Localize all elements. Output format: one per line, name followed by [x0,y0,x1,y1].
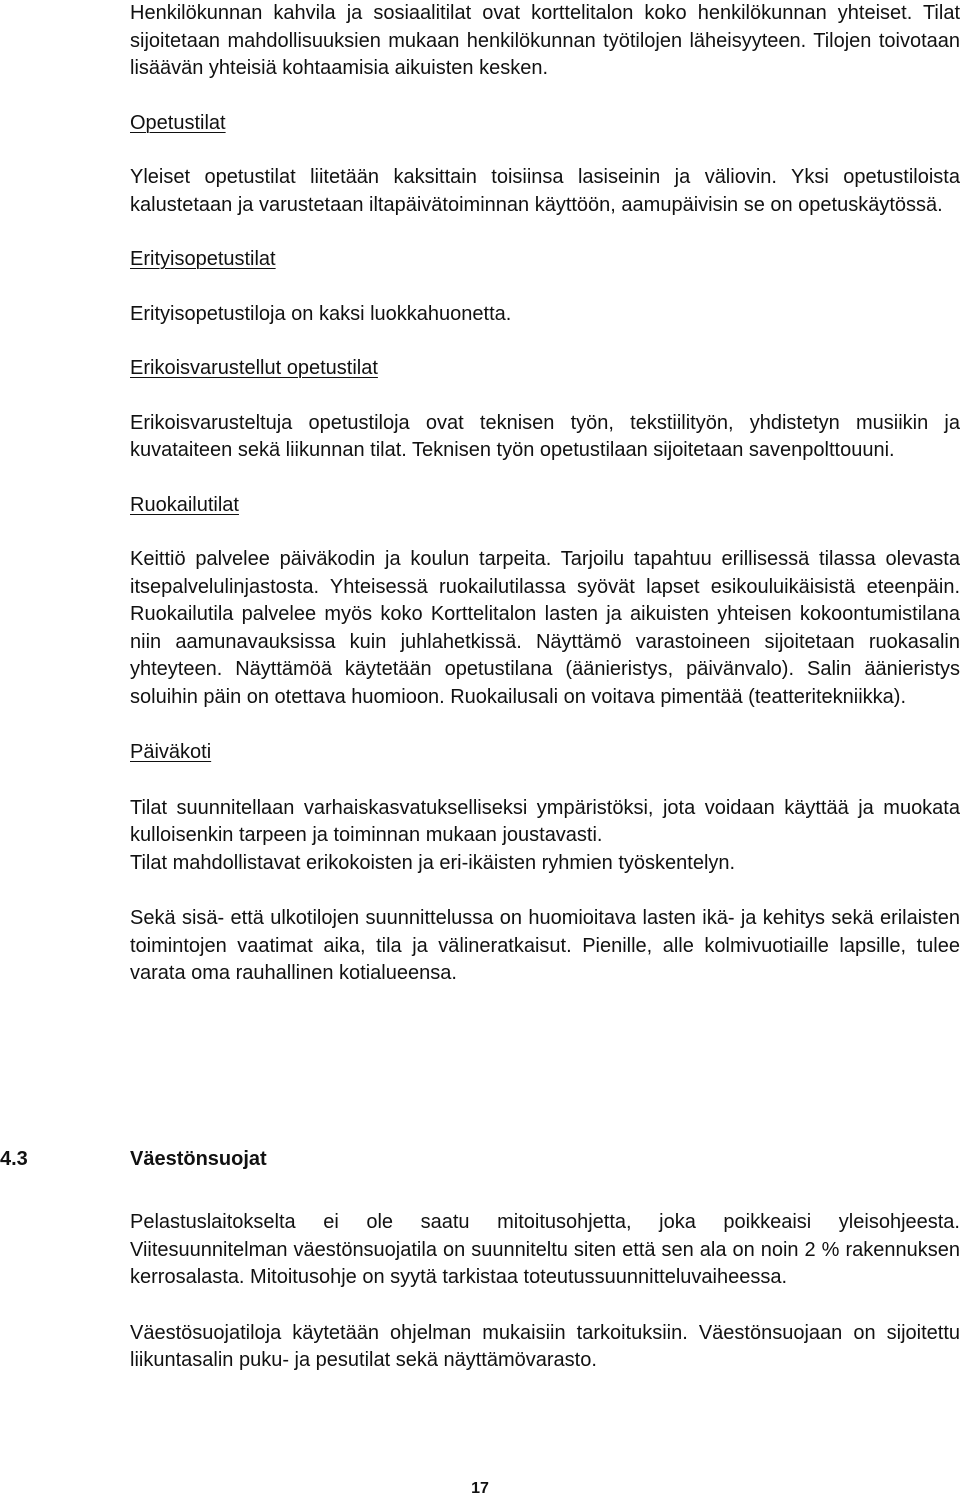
paivakoti-paragraph-2: Sekä sisä- että ulkotilojen suunnittelussa on huomioitava lasten ikä- ja kehitys sekä erilaisten toimintojen vaatimat aika, tila ja välineratkaisut. Pienille, alle kolmivuotiaille lapsille, tulee varata oma rauhallinen kotialueensa. [130,907,960,984]
vaestonsuojat-paragraph-2: Väestösuojatiloja käytetään ohjelman mukaisiin tarkoituksiin. Väestönsuojaan on sijoitettu liikuntasalin puku- ja pesutilat sekä näyttämövarasto. [130,1321,960,1371]
heading-opetustilat-text: Opetustilat [130,111,226,134]
ruokailutilat-paragraph: Keittiö palvelee päiväkodin ja koulun tarpeita. Tarjoilu tapahtuu erillisessä tilassa olevasta itsepalvelulinjastosta. Yhteisessä ruokailutilassa syövät lapset esikouluikäisistä eteenpäin. Ruokailutila palvelee myös koko Korttelitalon lasten ja aikuisten yhteisen kokoontumistilana niin aamunavauksissa kuin juhlahetkissä. Näyttämö varastoineen sijoitetaan ruokasalin yhteyteen. Näyttämöä käytetään opetustilana (äänieristys, päivänvalo). Salin äänieristys soluihin päin on otettava huomioon. Ruokailusali on voitava pimentää (teatteritekniikka). [130,548,960,708]
intro-paragraph: Henkilökunnan kahvila ja sosiaalitilat ovat korttelitalon koko henkilökunnan yhteiset. Tilat sijoitetaan mahdollisuuksien mukaan henkilökunnan työtilojen läheisyyteen. Tilojen toivotaan lisäävän yhteisiä kohtaamisia aikuisten kesken. [130,2,960,79]
section-heading [0,1148,960,1178]
heading-ruokailutilat-text: Ruokailutilat [130,493,239,516]
heading-paivakoti [130,739,960,767]
heading-paivakoti-text: Päiväkoti [130,741,212,763]
erikoisvarustellut-paragraph: Erikoisvarusteltuja opetustiloja ovat teknisen työn, tekstiilityön, yhdistetyn musiikin ja kuvataiteen sekä liikunnan tilat. Teknisen työn opetustilaan sijoitetaan savenpolttouuni. [130,411,960,461]
opetustilat-paragraph: Yleiset opetustilat liitetään kaksittain toisiinsa lasiseinin ja väliovin. Yksi opetustiloista kalustetaan ja varustetaan iltapäivätoiminnan käyttöön, aamupäivisin se on opetuskäytössä. [130,166,960,216]
heading-erikoisvarustellut [130,355,960,383]
heading-erikoisvarustellut-text: Erikoisvarustellut opetustilat [130,357,378,379]
section-content [130,1209,960,1375]
section-title: Väestönsuojat [130,1148,267,1170]
heading-opetustilat [130,110,960,138]
heading-erityisopetustilat [130,246,960,274]
paivakoti-paragraph-1b: Tilat mahdollistavat erikokoisten ja eri-ikäisten ryhmien työskentelyn. [130,851,736,874]
heading-ruokailutilat [130,492,960,520]
page-number: 17 [471,1480,489,1497]
vaestonsuojat-paragraph-1: Pelastuslaitokselta ei ole saatu mitoitusohjetta, joka poikkeaisi yleisohjeesta. Viitesuunnitelman väestönsuojatila on suunniteltu siten että sen ala on noin 2 % rakennuksen kerrosalasta. Mitoitusohje on syytä tarkistaa toteutussuunnitteluvaiheessa. [130,1211,960,1288]
erityisopetustilat-paragraph: Erityisopetustiloja on kaksi luokkahuonetta. [130,302,512,325]
section-number: 4.3 [0,1148,28,1170]
heading-erityisopetustilat-text: Erityisopetustilat [130,248,276,270]
paivakoti-paragraph-1a: Tilat suunnitellaan varhaiskasvatukselliseksi ympäristöksi, jota voidaan käyttää ja muokata kulloisenkin tarpeen ja toiminnan mukaan joustavasti. [130,796,960,846]
body-content [130,0,960,988]
